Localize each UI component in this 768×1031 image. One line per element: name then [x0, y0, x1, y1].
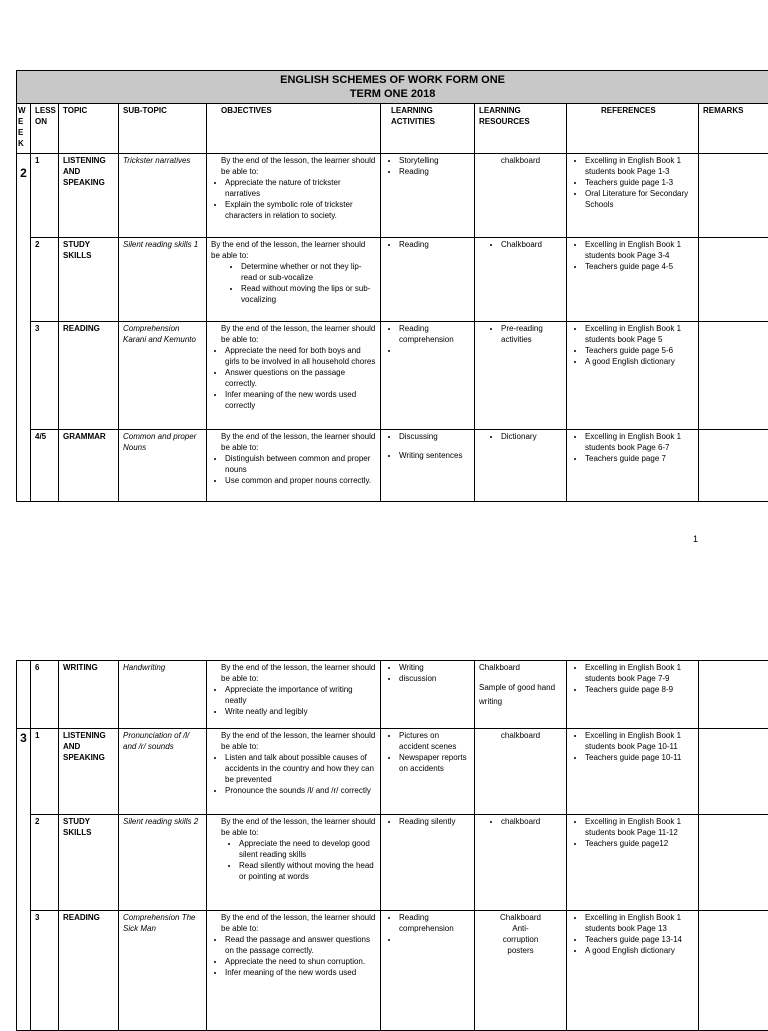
- subtopic-cell: Trickster narratives: [119, 154, 207, 238]
- header-activities: LEARNING ACTIVITIES: [381, 104, 475, 154]
- activities-cell: [381, 815, 475, 911]
- activities-cell: [381, 238, 475, 322]
- references-cell: [567, 430, 699, 502]
- objective-item: • Read without moving the lips or sub-vocalizing: [241, 283, 376, 305]
- table-row: [17, 154, 768, 238]
- objective-item: • Listen and talk about possible causes of accidents in the country and how they can be prevented: [225, 752, 376, 785]
- header-remarks: REMARKS: [699, 104, 768, 154]
- objectives-cell: [207, 911, 381, 1031]
- objectives-list: [211, 177, 376, 221]
- topic-cell: READING: [59, 911, 119, 1031]
- activities-cell: [381, 911, 475, 1031]
- subtopic-cell: Comprehension Karani and Kemunto: [119, 322, 207, 430]
- objective-item: • Infer meaning of the new words used: [225, 967, 376, 978]
- references-cell: [567, 729, 699, 815]
- resource-item: • Pre-reading activities: [501, 323, 562, 345]
- week-cell: [17, 661, 31, 729]
- reference-item: • Excelling in English Book 1 students book Page 11-12: [585, 816, 694, 838]
- objectives-intro: By the end of the lesson, the learner should be able to:: [211, 323, 376, 345]
- remarks-cell: [699, 430, 768, 502]
- objectives-cell: [207, 661, 381, 729]
- activities-cell: [381, 322, 475, 430]
- resource-item: Chalkboard: [479, 662, 562, 673]
- activity-item: • discussion: [399, 673, 470, 684]
- lesson-cell: 1: [31, 729, 59, 815]
- activities-list: [385, 155, 470, 177]
- resources-cell: [475, 661, 567, 729]
- activities-list: [385, 662, 470, 684]
- objectives-intro: By the end of the lesson, the learner should be able to:: [211, 730, 376, 752]
- header-topic: TOPIC: [59, 104, 119, 154]
- lesson-cell: 3: [31, 322, 59, 430]
- reference-item: • A good English dictionary: [585, 945, 694, 956]
- activities-cell: [381, 154, 475, 238]
- references-cell: [567, 322, 699, 430]
- lesson-cell: 4/5: [31, 430, 59, 502]
- table-row: [17, 661, 768, 729]
- remarks-cell: [699, 815, 768, 911]
- topic-cell: GRAMMAR: [59, 430, 119, 502]
- references-list: [571, 816, 694, 849]
- header-resources: LEARNING RESOURCES: [475, 104, 567, 154]
- subtopic-cell: Common and proper Nouns: [119, 430, 207, 502]
- activities-cell: [381, 661, 475, 729]
- objective-item: • Appreciate the need for both boys and girls to be involved in all household chores: [225, 345, 376, 367]
- objectives-intro: By the end of the lesson, the learner should be able to:: [211, 431, 376, 453]
- reference-item: • Teachers guide page 7: [585, 453, 694, 464]
- reference-item: • Teachers guide page12: [585, 838, 694, 849]
- table-row: [17, 322, 768, 430]
- references-list: [571, 239, 694, 272]
- reference-item: • Excelling in English Book 1 students book Page 6-7: [585, 431, 694, 453]
- remarks-cell: [699, 154, 768, 238]
- table-row: [17, 911, 768, 1031]
- activities-cell: [381, 430, 475, 502]
- table-row: [17, 729, 768, 815]
- activity-item: • Storytelling: [399, 155, 470, 166]
- activity-item: • Reading: [399, 239, 470, 250]
- activity-item: • Discussing: [399, 431, 470, 442]
- activities-list: [385, 816, 470, 827]
- activities-list: [385, 323, 470, 356]
- header-references: REFERENCES: [567, 104, 699, 154]
- table-row: [17, 430, 768, 502]
- subtopic-cell: Pronunciation of /l/ and /r/ sounds: [119, 729, 207, 815]
- objectives-list: [211, 752, 376, 796]
- objectives-list: [211, 838, 376, 882]
- reference-item: • Teachers guide page 13-14: [585, 934, 694, 945]
- objectives-intro: By the end of the lesson, the learner should be able to:: [211, 816, 376, 838]
- week-number: 2: [17, 154, 31, 502]
- topic-cell: LISTENING AND SPEAKING: [59, 729, 119, 815]
- objective-item: • Explain the symbolic role of trickster characters in relation to society.: [225, 199, 376, 221]
- lesson-cell: 1: [31, 154, 59, 238]
- resource-item: • chalkboard: [501, 816, 562, 827]
- subtopic-cell: Silent reading skills 1: [119, 238, 207, 322]
- activity-item: • Reading: [399, 166, 470, 177]
- reference-item: • Excelling in English Book 1 students book Page 13: [585, 912, 694, 934]
- resources-list: [479, 323, 562, 345]
- activity-item: • Reading silently: [399, 816, 470, 827]
- reference-item: • Teachers guide page 4-5: [585, 261, 694, 272]
- references-list: [571, 730, 694, 763]
- resources-list: [479, 431, 562, 442]
- objectives-cell: [207, 154, 381, 238]
- activity-item: [399, 345, 470, 356]
- page-number: 1: [693, 534, 698, 544]
- activity-item: • Reading comprehension: [399, 323, 470, 345]
- remarks-cell: [699, 911, 768, 1031]
- title-line2: TERM ONE 2018: [19, 87, 766, 101]
- objectives-cell: [207, 430, 381, 502]
- objective-item: • Pronounce the sounds /l/ and /r/ correctly: [225, 785, 376, 796]
- reference-item: • Excelling in English Book 1 students book Page 3-4: [585, 239, 694, 261]
- reference-item: • Teachers guide page 5-6: [585, 345, 694, 356]
- objectives-intro: By the end of the lesson, the learner should be able to:: [211, 662, 376, 684]
- references-list: [571, 912, 694, 956]
- activities-cell: [381, 729, 475, 815]
- topic-cell: READING: [59, 322, 119, 430]
- title-row: [17, 71, 768, 104]
- references-cell: [567, 815, 699, 911]
- topic-cell: STUDY SKILLS: [59, 238, 119, 322]
- objectives-list: [211, 684, 376, 717]
- resources-list: [479, 239, 562, 250]
- week-number: 3: [17, 729, 31, 1031]
- objective-item: • Appreciate the nature of trickster narratives: [225, 177, 376, 199]
- resources-cell: [475, 238, 567, 322]
- lesson-cell: 6: [31, 661, 59, 729]
- resources-cell: [475, 815, 567, 911]
- lesson-cell: 3: [31, 911, 59, 1031]
- resource-item: • Chalkboard: [501, 239, 562, 250]
- remarks-cell: [699, 322, 768, 430]
- topic-cell: LISTENING AND SPEAKING: [59, 154, 119, 238]
- references-cell: [567, 154, 699, 238]
- header-lesson: LESS ON: [31, 104, 59, 154]
- activity-item: • Writing: [399, 662, 470, 673]
- header-subtopic: SUB-TOPIC: [119, 104, 207, 154]
- header-week: W E E K: [17, 104, 31, 154]
- subtopic-cell: Silent reading skills 2: [119, 815, 207, 911]
- remarks-cell: [699, 238, 768, 322]
- objective-item: • Appreciate the need to shun corruption.: [225, 956, 376, 967]
- resources-list: [479, 816, 562, 827]
- resources-cell: Chalkboard Anti-corruption posters: [475, 911, 567, 1031]
- objective-item: • Answer questions on the passage correctly.: [225, 367, 376, 389]
- topic-cell: STUDY SKILLS: [59, 815, 119, 911]
- remarks-cell: [699, 661, 768, 729]
- references-cell: [567, 661, 699, 729]
- activities-list: [385, 730, 470, 774]
- activity-item: • Pictures on accident scenes: [399, 730, 470, 752]
- reference-item: • Excelling in English Book 1 students book Page 5: [585, 323, 694, 345]
- header-row: [17, 104, 768, 154]
- references-list: [571, 155, 694, 210]
- subtopic-cell: Handwriting: [119, 661, 207, 729]
- objectives-cell: [207, 322, 381, 430]
- activities-list: [385, 239, 470, 250]
- activity-item: • Newspaper reports on accidents: [399, 752, 470, 774]
- table-row: [17, 815, 768, 911]
- objective-item: • Read silently without moving the head or pointing at words: [239, 860, 376, 882]
- activity-item: • Writing sentences: [399, 450, 470, 461]
- activities-list: [385, 431, 470, 461]
- references-list: [571, 431, 694, 464]
- objectives-intro: By the end of the lesson, the learner should be able to:: [211, 239, 376, 261]
- references-list: [571, 323, 694, 367]
- reference-item: • Teachers guide page 1-3: [585, 177, 694, 188]
- resources-cell: chalkboard: [475, 154, 567, 238]
- objectives-list: [211, 261, 376, 305]
- references-cell: [567, 238, 699, 322]
- activity-item: [399, 934, 470, 945]
- reference-item: • Excelling in English Book 1 students book Page 10-11: [585, 730, 694, 752]
- table-title: [17, 71, 768, 104]
- objectives-cell: [207, 815, 381, 911]
- objective-item: • Use common and proper nouns correctly.: [225, 475, 376, 486]
- objectives-intro: By the end of the lesson, the learner should be able to:: [211, 912, 376, 934]
- lesson-cell: 2: [31, 815, 59, 911]
- objectives-cell: [207, 238, 381, 322]
- reference-item: • Excelling in English Book 1 students book Page 7-9: [585, 662, 694, 684]
- objective-item: • Infer meaning of the new words used correctly: [225, 389, 376, 411]
- references-cell: [567, 911, 699, 1031]
- objectives-list: [211, 453, 376, 486]
- reference-item: • Teachers guide page 10-11: [585, 752, 694, 763]
- objectives-cell: [207, 729, 381, 815]
- activities-list: [385, 912, 470, 945]
- title-line1: ENGLISH SCHEMES OF WORK FORM ONE: [19, 73, 766, 87]
- objectives-intro: By the end of the lesson, the learner should be able to:: [211, 155, 376, 177]
- objective-item: • Write neatly and legibly: [225, 706, 376, 717]
- reference-item: • Teachers guide page 8-9: [585, 684, 694, 695]
- resources-cell: [475, 322, 567, 430]
- objective-item: • Appreciate the need to develop good silent reading skills: [239, 838, 376, 860]
- objectives-list: [211, 934, 376, 978]
- references-list: [571, 662, 694, 695]
- reference-item: • Excelling in English Book 1 students book Page 1-3: [585, 155, 694, 177]
- objective-item: • Distinguish between common and proper nouns: [225, 453, 376, 475]
- activity-item: • Reading comprehension: [399, 912, 470, 934]
- resources-cell: [475, 430, 567, 502]
- resource-item: Sample of good hand writing: [479, 681, 562, 709]
- header-objectives: OBJECTIVES: [207, 104, 381, 154]
- reference-item: • A good English dictionary: [585, 356, 694, 367]
- lesson-cell: 2: [31, 238, 59, 322]
- topic-cell: WRITING: [59, 661, 119, 729]
- objective-item: • Appreciate the importance of writing neatly: [225, 684, 376, 706]
- table-row: [17, 238, 768, 322]
- objective-item: • Read the passage and answer questions on the passage correctly.: [225, 934, 376, 956]
- objective-item: • Determine whether or not they lip-read or sub-vocalize: [241, 261, 376, 283]
- scheme-table-page1: [16, 70, 768, 502]
- resource-item: • Dictionary: [501, 431, 562, 442]
- resources-cell: chalkboard: [475, 729, 567, 815]
- reference-item: • Oral Literature for Secondary Schools: [585, 188, 694, 210]
- subtopic-cell: Comprehension The Sick Man: [119, 911, 207, 1031]
- scheme-table-page2: [16, 660, 768, 1031]
- remarks-cell: [699, 729, 768, 815]
- objectives-list: [211, 345, 376, 411]
